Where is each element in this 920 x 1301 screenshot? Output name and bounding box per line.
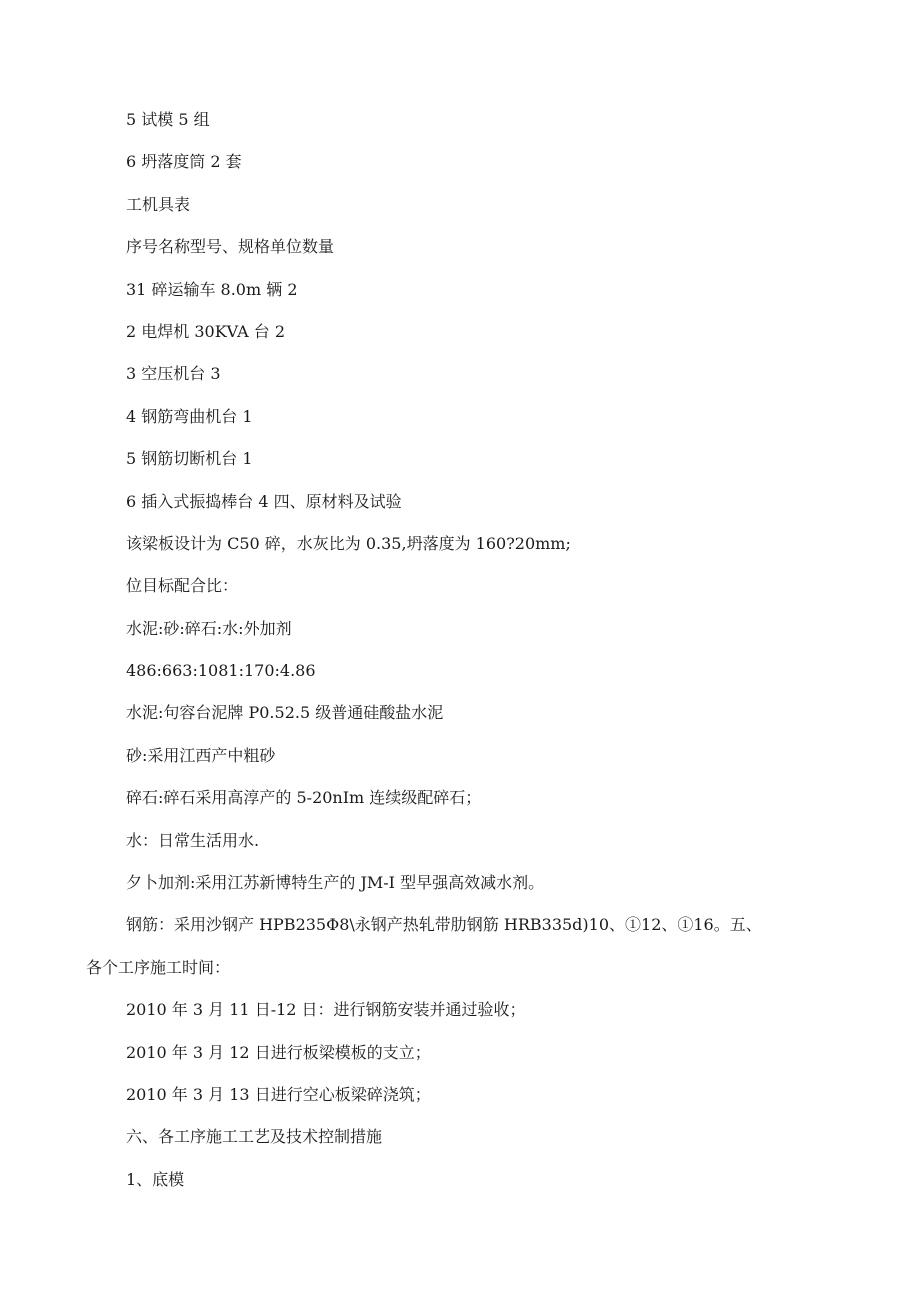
text-line: 碎石:碎石采用高淳产的 5-20nIm 连续级配碎石； (126, 788, 482, 808)
text-line: 31 碎运输车 8.0m 辆 2 (126, 279, 298, 299)
text-line: 5 钢筋切断机台 1 (126, 449, 253, 469)
text-line: 砂:采用江西产中粗砂 (126, 745, 276, 765)
text-line: 2010 年 3 月 13 日进行空心板梁碎浇筑； (126, 1084, 431, 1104)
table-header-line: 序号名称型号、规格单位数量 (126, 237, 335, 257)
subsection-heading: 1、底模 (126, 1169, 185, 1189)
text-line: 该梁板设计为 C50 碎，水灰比为 0.35,坍落度为 160?20mm; (126, 533, 571, 553)
text-line: 夕卜加剂:采用江苏新博特生产的 JM-I 型早强高效减水剂。 (126, 873, 545, 893)
document-body (86, 108, 786, 1210)
text-line: 6 坍落度筒 2 套 (126, 152, 242, 172)
text-line: 486:663:1081:170:4.86 (126, 661, 316, 681)
text-line: 2010 年 3 月 12 日进行板梁模板的支立； (126, 1042, 431, 1062)
text-line: 5 试模 5 组 (126, 110, 210, 129)
text-line: 2 电焊机 30KVA 台 2 (126, 321, 286, 341)
text-line: 3 空压机台 3 (126, 364, 221, 384)
text-line: 4 钢筋弯曲机台 1 (126, 406, 253, 426)
text-line: 6 插入式振捣棒台 4 四、原材料及试验 (126, 491, 402, 511)
text-line: 水：日常生活用水. (126, 830, 260, 850)
section-heading: 六、各工序施工工艺及技术控制措施 (126, 1127, 383, 1147)
text-line: 位目标配合比： (126, 576, 239, 596)
text-line: 钢筋：采用沙钢产 HPB235Φ8\永钢产热轧带肋钢筋 HRB335d)10、①12、①16。五、 (126, 915, 762, 935)
text-line: 水泥:句容台泥牌 P0.52.5 级普通硅酸盐水泥 (126, 703, 444, 723)
section-heading: 工机具表 (126, 194, 191, 214)
text-line-continuation: 各个工序施工时间： (86, 957, 231, 977)
text-line: 2010 年 3 月 11 日-12 日：进行钢筋安装并通过验收； (126, 1000, 526, 1020)
text-line: 水泥:砂:碎石:水:外加剂 (126, 618, 292, 638)
